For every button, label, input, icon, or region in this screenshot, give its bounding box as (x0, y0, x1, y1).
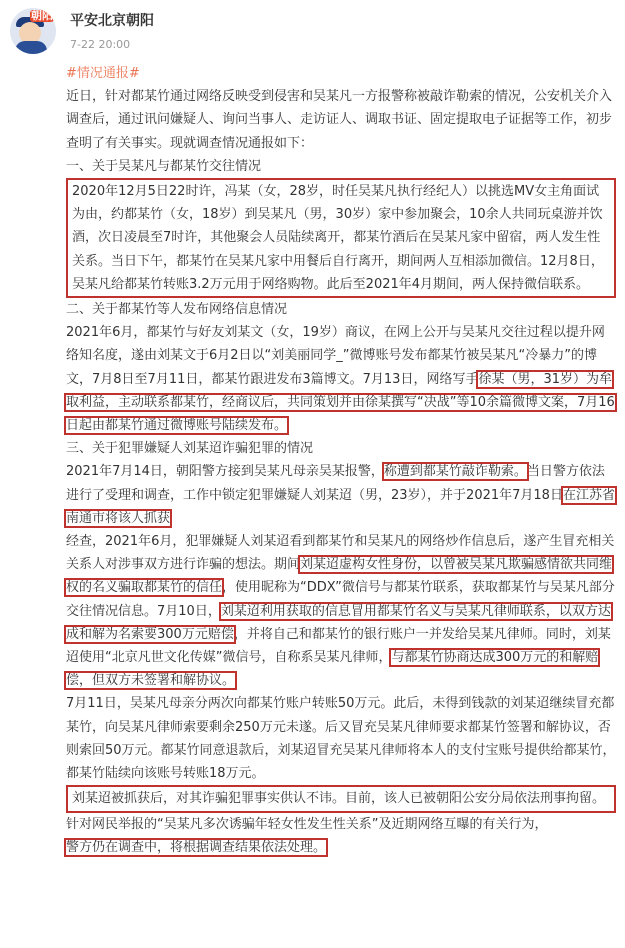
text: 当日警方依法进行了受理和调查，工作中锁定犯罪嫌疑人刘某迢（男，23岁），并于2021年7月18日 (66, 464, 605, 503)
highlight-box-fake-identity: 刘某迢虚构女性身份，以曾被吴某凡欺骗感情欲共同维权的名义骗取都某竹的信任 (66, 557, 613, 596)
avatar-badge: 朝阳 (31, 9, 53, 22)
highlight-box-extortion: 称遭到都某竹敲诈勒索。 (383, 464, 527, 480)
section-heading-2: 二、关于都某竹等人发布网络信息情况 (66, 302, 288, 318)
paragraph-intro: 近日，针对都某竹通过网络反映受到侵害和吴某凡一方报警称被敲诈勒索的情况，公安机关介入调查后，通过讯问嫌疑人、询问当事人、走访证人、调取书证、固定提取电子证据等工作，初步查明了有关事实。现就调查情况通报如下： (66, 89, 613, 151)
highlight-box-detention: 刘某迢被抓获后，对其诈骗犯罪事实供认不讳。目前，该人已被朝阳公安分局依法刑事拘留。 (66, 785, 616, 812)
paragraph-reports: 针对网民举报的“吴某凡多次诱骗年轻女性发生性关系”及近期网络互曝的有关行为， (66, 816, 548, 832)
avatar[interactable] (10, 8, 56, 54)
highlight-box-ongoing: 警方仍在调查中，将根据调查结果依法处理。 (66, 839, 327, 855)
text: ，并将自己和都某竹的银行账户一并发给吴某凡律师。同时，刘某迢使用“北京凡世文化传媒”微信号，自称系吴某凡律师， (66, 626, 611, 666)
paragraph-investigation (66, 530, 616, 692)
text: 2021年6月，都某竹与好友刘某文（女，19岁）商议，在网上公开与吴某凡交往过程以提升网络知名度，遂由刘某文于6月2日以“刘美丽同学_”微博账号发布都某竹被吴某凡“冷暴力”的博文，7月8日至7月11日，都某竹跟进发布3篇博文。7月13日，网络写手 (66, 325, 605, 387)
highlight-box-settlement: 与都某竹协商达成300万元的和解赔偿，但双方未签署和解协议。 (66, 650, 599, 689)
paragraph-online-posts (66, 321, 616, 437)
highlight-box-writer: 徐某（男，31岁）为牟取利益，主动联系都某竹，经商议后，共同策划并由徐某撰写“决战”等10余篇微博文案，7月16日起由都某竹通过微博账号陆续发布。 (66, 371, 615, 434)
text: 经查，2021年6月，犯罪嫌疑人刘某迢看到都某竹和吴某凡的网络炒作信息后，遂产生冒充相关关系人对涉事双方进行诈骗的想法。期间 (66, 534, 615, 573)
account-name[interactable]: 平安北京朝阳 (70, 13, 154, 29)
post-time: 7-22 20:00 (70, 38, 131, 51)
paragraph-report (66, 460, 616, 530)
paragraph-transfers: 7月11日，吴某凡母亲分两次向都某竹账户转账50万元。此后，未得到钱款的刘某迢继续冒充都某竹，向吴某凡律师索要剩余250万元未遂。后又冒充吴某凡律师要求都某竹签署和解协议，否则索回50万元。都某竹同意退款后，刘某迢冒充吴某凡律师将本人的支付宝账号提供给都某竹，都某竹陆续向该账号转账18万元。 (66, 696, 616, 782)
police-uniform-icon (15, 41, 47, 54)
text: 2021年7月14日，朝阳警方接到吴某凡母亲吴某报警， (66, 464, 384, 480)
highlight-box-demand: 刘某迢利用获取的信息冒用都某竹名义与吴某凡律师联系，以双方达成和解为名索要300万元赔偿 (66, 603, 611, 642)
text: ，使用昵称为“DDX”微信号与都某竹联系，获取都某竹与吴某凡部分交往情况信息。7月10日， (66, 580, 615, 619)
post-header (0, 0, 625, 62)
section-heading-3: 三、关于犯罪嫌疑人刘某迢诈骗犯罪的情况 (66, 441, 314, 457)
section-heading-1: 一、关于吴某凡与都某竹交往情况 (66, 158, 262, 174)
highlight-box-arrest: 在江苏省南通市将该人抓获 (66, 487, 615, 526)
topic-tag-link[interactable]: #情况通报# (66, 66, 140, 81)
highlight-box-relationship: 2020年12月5日22时许，冯某（女，28岁，时任吴某凡执行经纪人）以挑选MV女主角面试为由，约都某竹（女，18岁）到吴某凡（男，30岁）家中参加聚会，10余人共同玩桌游并饮酒，次日凌晨至7时许，其他聚会人员陆续离开，都某竹酒后在吴某凡家中留宿，两人发生性关系。当日下午，都某竹在吴某凡家中用餐后自行离开，期间两人互相添加微信。12月8日，吴某凡给都某竹转账3.2万元用于网络购物。此后至2021年4月期间，两人保持微信联系。 (66, 178, 616, 298)
post-body (66, 62, 616, 859)
